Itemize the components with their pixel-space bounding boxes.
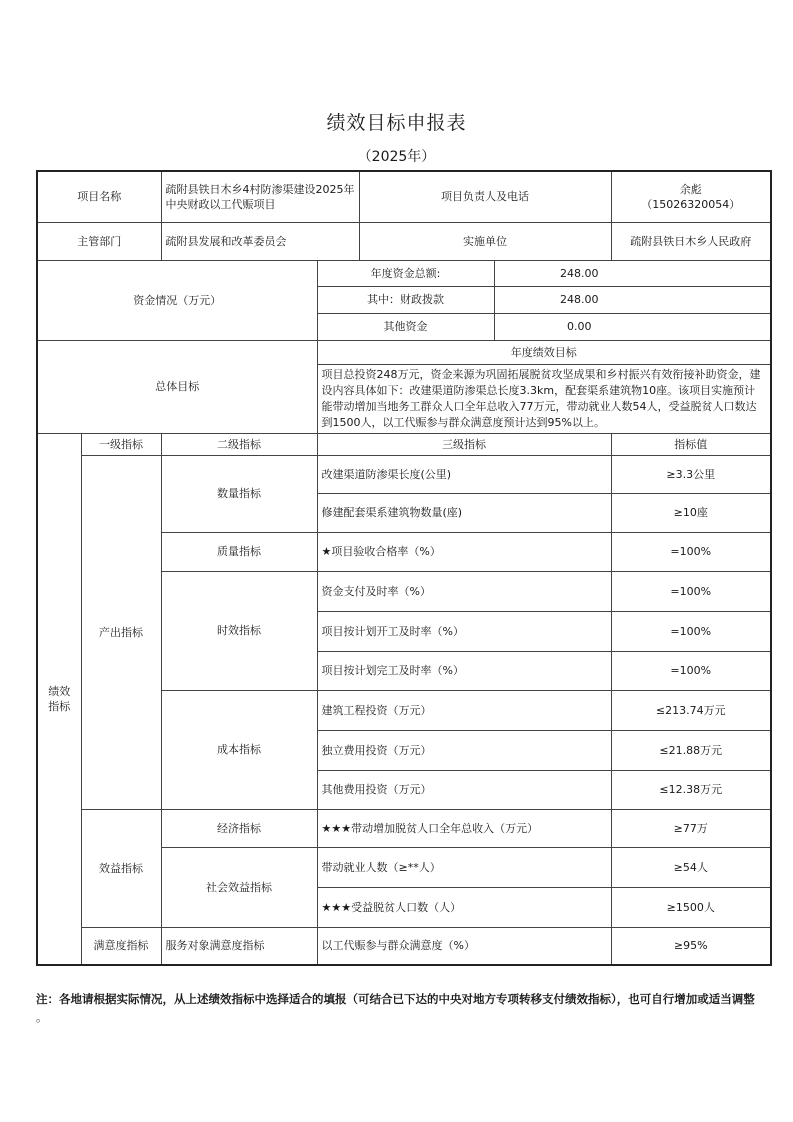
indicator-value: ≤21.88万元 [611,730,771,770]
header-level1: 一级指标 [81,433,161,455]
indicators-side-label: 绩效指标 [37,433,81,965]
indicator-value: ≥77万 [611,809,771,847]
project-name-value: 疏附县铁日木乡4村防渗渠建设2025年中央财政以工代赈项目 [161,171,359,222]
indicator-name: 资金支付及时率（%） [317,571,611,611]
indicator-name: 项目按计划开工及时率（%） [317,611,611,651]
indicator-name: ★★★受益脱贫人口数（人） [317,887,611,927]
overall-label: 总体目标 [37,340,317,433]
performance-target-table [36,170,772,966]
indicator-name: ★★★带动增加脱贫人口全年总收入（万元） [317,809,611,847]
indicators-header-row [37,433,771,455]
funds-fiscal-value: 248.00 [494,286,771,313]
level2-service: 服务对象满意度指标 [161,927,317,965]
indicator-value: ≤213.74万元 [611,690,771,730]
indicator-value: ≥10座 [611,493,771,532]
indicator-value: =100% [611,571,771,611]
indicator-name: 其他费用投资（万元） [317,770,611,809]
level2-economic: 经济指标 [161,809,317,847]
indicator-value: ≥1500人 [611,887,771,927]
form-title: 绩效目标申报表 [326,112,467,134]
footnote-text: 注：各地请根据实际情况，从上述绩效指标中选择适合的填报（可结合已下达的中央对地方专项转移支付绩效指标），也可自行增加或适当调整 [36,992,755,1006]
header-level3: 三级指标 [317,433,611,455]
footnote [36,990,761,1026]
level1-output: 产出指标 [81,455,161,809]
funds-fiscal-label: 其中：财政拨款 [317,286,494,313]
funds-label: 资金情况（万元） [37,260,317,340]
project-owner-phone: （15026320054） [641,197,741,211]
funds-total-value: 248.00 [494,260,771,286]
dept-value: 疏附县发展和改革委员会 [161,222,359,260]
indicator-row [37,455,771,493]
indicator-name: ★项目验收合格率（%） [317,532,611,571]
level2-cost: 成本指标 [161,690,317,809]
indicator-name: 项目按计划完工及时率（%） [317,651,611,690]
project-owner-name: 余彪 [679,182,702,196]
indicator-name: 修建配套渠系建筑物数量(座) [317,493,611,532]
indicator-name: 以工代赈参与群众满意度（%） [317,927,611,965]
impl-value: 疏附县铁日木乡人民政府 [611,222,771,260]
level1-benefit: 效益指标 [81,809,161,927]
indicator-name: 建筑工程投资（万元） [317,690,611,730]
level2-timeliness: 时效指标 [161,571,317,690]
indicator-name: 带动就业人数（≥**人） [317,847,611,887]
level2-quantity: 数量指标 [161,455,317,532]
project-owner-label: 项目负责人及电话 [359,171,611,222]
overall-header: 年度绩效目标 [317,340,771,364]
indicator-value: ≥95% [611,927,771,965]
indicator-value: =100% [611,611,771,651]
overall-text: 项目总投资248万元，资金来源为巩固拓展脱贫攻坚成果和乡村振兴有效衔接补助资金，建设内容具体如下：改建渠道防渗渠总长度3.3km，配套渠系建筑物10座。该项目实施预计能带动增加当地务工群众人口全年总收入77万元，带动就业人数54人，受益脱贫人口数达到1500人，以工代赈参与群众满意度预计达到95%以上。 [317,364,771,433]
indicator-value: ≥3.3公里 [611,455,771,493]
header-level2: 二级指标 [161,433,317,455]
level2-quality: 质量指标 [161,532,317,571]
funds-other-value: 0.00 [494,313,771,340]
level2-social: 社会效益指标 [161,847,317,927]
dept-label: 主管部门 [37,222,161,260]
indicator-value: ≥54人 [611,847,771,887]
footnote-suffix: 。 [36,1010,48,1024]
department-row [37,222,771,260]
header-value: 指标值 [611,433,771,455]
impl-label: 实施单位 [359,222,611,260]
indicator-name: 改建渠道防渗渠长度(公里) [317,455,611,493]
project-name-row [37,171,771,222]
indicator-value: =100% [611,651,771,690]
project-name-label: 项目名称 [37,171,161,222]
overall-header-row [37,340,771,364]
funds-total-label: 年度资金总额: [317,260,494,286]
funds-row-total [37,260,771,286]
funds-other-label: 其他资金 [317,313,494,340]
indicator-row [37,809,771,847]
indicator-row [37,927,771,965]
indicator-name: 独立费用投资（万元） [317,730,611,770]
level1-satisfaction: 满意度指标 [81,927,161,965]
indicator-value: =100% [611,532,771,571]
form-year: （2025年） [357,149,436,165]
project-owner-cell [611,171,771,222]
indicator-value: ≤12.38万元 [611,770,771,809]
